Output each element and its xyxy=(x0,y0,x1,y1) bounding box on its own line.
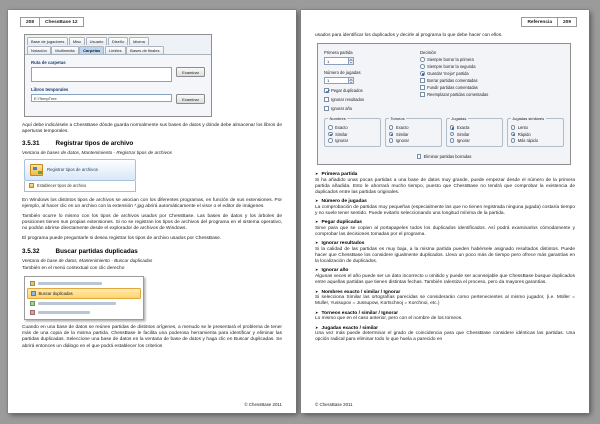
radio-icon xyxy=(328,132,333,137)
folders-path-field[interactable] xyxy=(31,67,172,82)
radio-torneos-similar[interactable]: Similar xyxy=(389,132,438,137)
radio-icon xyxy=(389,138,394,143)
spinner-arrows-icon[interactable] xyxy=(348,78,353,84)
first-game-value: 1 xyxy=(327,58,330,64)
bullet-arrow-icon: ➤ xyxy=(315,171,319,177)
checkbox-fundir-comentadas[interactable]: Fundir partidas comentadas xyxy=(420,85,564,90)
context-menu-screenshot xyxy=(24,276,144,320)
bullet-jugadas: ➤ Jugadas exacto / similar Una vez más puede determinar el grado de coincidencia para que ChessBase considere idénticas las partidas. Una opción radical para eliminar todo lo que huela a parecido en xyxy=(315,324,575,343)
radio-icon xyxy=(450,125,455,130)
file-types-icon xyxy=(30,164,43,176)
tab-notacion[interactable]: Notación xyxy=(27,46,51,54)
decision-label: Decisión xyxy=(420,50,437,56)
first-game-spinner[interactable] xyxy=(324,57,354,65)
tab-misc[interactable]: Misc xyxy=(69,37,85,45)
bullet-primera-partida: ➤ Primera partida Si ha añadido unas pocas partidas a una base de datos muy grande, puede empezar desde el número de la primera partida añadida. Esto le ahorrará mucho tiempo, puesto que ChessBase no tendrá que comprobar la existencia de duplicados entre las partidas originales. xyxy=(315,171,575,195)
radio-icon xyxy=(389,125,394,130)
radio-nombres-exacto[interactable]: Exacto xyxy=(328,125,377,130)
checkbox-icon xyxy=(420,92,425,97)
radio-torneos-ignorar[interactable]: Ignorar xyxy=(389,138,438,143)
radio-similares-rapido[interactable]: Rápido xyxy=(511,132,560,137)
page-header-left xyxy=(8,10,296,27)
menu-item-text-placeholder xyxy=(38,302,116,305)
spinner-arrows-icon[interactable] xyxy=(348,58,353,64)
bullet-arrow-icon: ➤ xyxy=(315,288,319,294)
checkbox-eliminar-borradas[interactable]: Eliminar partidas borradas xyxy=(417,154,472,159)
tab-idioma[interactable]: Idioma xyxy=(129,37,149,45)
menu-item-icon xyxy=(30,281,35,286)
section-number: 3.5.31 xyxy=(22,140,40,148)
paragraph-duplicates-intro: Cuando en una base de datos se reúnen partidas de distintos orígenes, a menudo se le presentará el problema de tener más de una copia de la misma partida. ChessBase le facilita una poderosa herramienta para identificar y eliminar las partidas duplicadas. Seleccione una base de datos en la ventana de base de datos y haga clic en Buscar duplicadas. Se abrirá entonces un diálogo en el que podrá establecer los criterios xyxy=(22,325,282,349)
radio-nombres-similar[interactable]: Similar xyxy=(328,132,377,137)
duplicates-icon xyxy=(31,291,36,296)
bullet-pegar-duplicadas: ➤ Pegar duplicadas Sirve para que se copien al portapapeles todos los duplicados identificados. Así podrá examinarlos cómodamente y comprobar las decisiones tomadas por el programa. xyxy=(315,219,575,237)
checkbox-icon xyxy=(324,97,329,102)
menu-item[interactable] xyxy=(27,308,141,317)
group-nombres: Nombres Exacto Similar Ignorar xyxy=(324,118,381,147)
checkbox-icon xyxy=(324,106,329,111)
menu-item-buscar-duplicadas[interactable] xyxy=(27,288,141,299)
tab-limites[interactable]: Límites xyxy=(105,46,126,54)
bullet-ignorar-ano: ➤ Ignorar año Algunas veces el año puede ser un dato incorrecto u omitido y puede ser aconsejable que ChessBase busque duplicados entre aquellas partidas que tienen distintas fechas. También ralentiza el proceso, pero da mayores garantías. xyxy=(315,267,575,285)
group-jugadas-similares: Jugadas similares Lento Rápido Más rápido xyxy=(507,118,564,147)
register-filetypes-button[interactable] xyxy=(24,159,136,181)
radio-icon xyxy=(450,132,455,137)
options-dialog-screenshot xyxy=(24,34,212,117)
set-filetypes-label: Establecer tipos de archivo xyxy=(37,183,87,189)
radio-borrar-segunda[interactable]: Siempre borrar la segunda xyxy=(420,64,564,69)
paragraph-folders-intro: Aquí debe indicársele a ChessBase dónde guarda normalmente sus bases de datos y dónde debe almacenar los libros de aperturas temporales. xyxy=(22,123,282,135)
paragraph-intro: usados para identificar los duplicados y decirle al programa lo que debe hacer con ellos. xyxy=(315,33,503,38)
browse-books-button[interactable]: Examinar xyxy=(176,94,205,104)
bullet-arrow-icon: ➤ xyxy=(315,324,319,330)
section-number: 3.5.32 xyxy=(22,247,40,255)
radio-torneos-exacto[interactable]: Exacto xyxy=(389,125,438,130)
page-number: 209 xyxy=(558,17,577,27)
checkbox-reemplazar-comentadas[interactable]: Reemplazar partidas comentadas xyxy=(420,92,564,97)
paragraph-chessbase-filetypes: También ocurre lo mismo con los tipos de archivos usados por ChessBase. Las bases de datos y los árboles de posiciones tienen sus propias extensiones. Si no se registran los tipos de archivos del programa en el sistema operativo, no podrán abrirse directamente desde el explorador de archivos de Windows. xyxy=(22,214,282,232)
radio-similares-mas-rapido[interactable]: Más rápido xyxy=(511,138,560,143)
page-right xyxy=(301,10,589,413)
options-tabs-row2 xyxy=(25,45,211,54)
page-number: 208 xyxy=(20,17,40,27)
checkbox-ignorar-resultados[interactable]: Ignorar resultados xyxy=(324,97,410,102)
radio-guardar-mejor[interactable]: Guardar 'mejor' partida xyxy=(420,71,564,76)
find-duplicates-dialog-screenshot xyxy=(317,43,571,165)
radio-similares-lento[interactable]: Lento xyxy=(511,125,560,130)
menu-item-icon xyxy=(30,310,35,315)
folders-group-label: Ruta de carpetas xyxy=(31,60,66,65)
options-tabs-row1 xyxy=(25,35,211,45)
temp-books-group-label: Libros temporales xyxy=(31,87,69,92)
page-header-right xyxy=(301,10,589,27)
tab-diseno[interactable]: Diseño xyxy=(108,37,128,45)
section-heading-find-duplicates xyxy=(22,248,282,255)
file-icon xyxy=(29,183,34,188)
radio-borrar-primera[interactable]: Siempre borrar la primera xyxy=(420,57,564,62)
header-title: Referencia xyxy=(521,17,558,27)
radio-jugadas-similar[interactable]: Similar xyxy=(450,132,499,137)
temp-books-path-field[interactable]: E:\TempTree xyxy=(31,94,172,102)
menu-item-label: Buscar duplicadas xyxy=(38,291,73,297)
register-filetypes-screenshot xyxy=(24,159,136,192)
checkbox-icon xyxy=(324,88,329,93)
section-breadcrumb: Ventana de bases de datos, Mantenimiento - Registrar tipos de archivos xyxy=(22,150,172,156)
bullet-arrow-icon: ➤ xyxy=(315,240,319,246)
radio-icon xyxy=(389,132,394,137)
bullet-ignorar-resultados: ➤ Ignorar resultados Si la calidad de las partidas es muy baja, a la misma partida pueden habérsele asignado resultados distintos. Puede hacer que ChessBase los considere igualmente duplicados. Lleva un poco más de tiempo pero ofrece más garantías en la localización de duplicados. xyxy=(315,240,575,264)
checkbox-icon xyxy=(420,85,425,90)
checkbox-ignorar-ano[interactable]: Ignorar año xyxy=(324,106,410,111)
menu-item[interactable] xyxy=(27,279,141,288)
checkbox-borrar-comentadas[interactable]: Borrar partidas comentadas xyxy=(420,78,564,83)
radio-icon xyxy=(511,132,516,137)
bullet-arrow-icon: ➤ xyxy=(315,219,319,225)
browse-folders-button[interactable]: Examinar xyxy=(176,67,205,77)
radio-icon xyxy=(450,138,455,143)
bullet-numero-jugadas: ➤ Número de jugadas La comprobación de partidas muy pequeñas (especialmente las que no tienen registrada ninguna jugada) costaría tiempo y no suele tener sentido. Puede evitarlo seleccionando una longitud mínima de la partida. xyxy=(315,198,575,216)
section-breadcrumb: Ventana de base de datos, Mantenimiento - Buscar duplicadas xyxy=(22,257,153,263)
page-footer: © ChessBase 2011 xyxy=(244,402,282,407)
menu-item-text-placeholder xyxy=(38,282,102,285)
bullet-nombres: ➤ Nombres exacto / similar / Ignorar Si selecciona Similar las ortografías parecidas se considerarán como pertenecientes al mismo jugador, (i.e. Müller = Muller, Yussupov = Jussupow, Kortschnoj = Korchnoi, etc.) xyxy=(315,288,575,307)
tab-carpetas[interactable]: Carpetas xyxy=(79,46,104,54)
checkbox-icon xyxy=(420,78,425,83)
checkbox-icon xyxy=(417,154,422,159)
set-filetypes-menu-item[interactable] xyxy=(24,181,136,192)
paragraph-register-prompt: El programa puede preguntarle si desea registrar los tipos de archivo usados por ChessBase. xyxy=(22,236,222,242)
bullet-arrow-icon: ➤ xyxy=(315,198,319,204)
options-dialog-body xyxy=(25,54,211,116)
tab-bases-de-finales[interactable]: Bases de finales xyxy=(126,46,163,54)
bullet-arrow-icon: ➤ xyxy=(315,309,319,315)
tab-multimedia[interactable]: Multimedia xyxy=(51,46,78,54)
page-left xyxy=(8,10,296,413)
moves-spinner[interactable] xyxy=(324,77,354,85)
section-title: Registrar tipos de archivo xyxy=(55,140,134,148)
radio-icon xyxy=(420,57,425,62)
radio-icon xyxy=(511,138,516,143)
menu-item[interactable] xyxy=(27,299,141,308)
moves-value: 1 xyxy=(327,78,330,84)
paragraph-context-menu-note: También en el menú contextual con clic derecho xyxy=(22,266,125,271)
radio-jugadas-exacta[interactable]: Exacta xyxy=(450,125,499,130)
paragraph-windows-filetypes: En Windows los distintos tipos de archivos se asocian con los diferentes programas, en función de sus extensiones. Por ejemplo, al hacer clic en un archivo con la extensión *.jpg abrirá automáticamente el visor o el editor de imágenes. xyxy=(22,197,282,209)
radio-jugadas-ignorar[interactable]: Ignorar xyxy=(450,138,499,143)
menu-item-icon xyxy=(30,301,35,306)
group-torneos: Torneos Exacto Similar Ignorar xyxy=(385,118,442,147)
radio-icon xyxy=(420,71,425,76)
section-title: Buscar partidas duplicadas xyxy=(55,247,138,255)
radio-nombres-ignorar[interactable]: Ignorar xyxy=(328,138,377,143)
section-heading-register-filetypes xyxy=(22,140,282,147)
radio-icon xyxy=(328,138,333,143)
register-filetypes-label: Registrar tipos de archivos xyxy=(47,167,98,173)
page-footer: © ChessBase 2011 xyxy=(315,402,353,407)
checkbox-pegar-duplicados[interactable]: Pegar duplicados xyxy=(324,88,410,93)
tab-usuario[interactable]: Usuario xyxy=(86,37,108,45)
bullet-torneos: ➤ Torneos exacto / similar / Ignorar Lo mismo que en el caso anterior, pero con el nombre de los torneos. xyxy=(315,309,463,322)
menu-item-text-placeholder xyxy=(38,311,90,314)
bullet-arrow-icon: ➤ xyxy=(315,267,319,273)
first-game-label: Primera partida xyxy=(324,50,353,56)
header-title: ChessBase 12 xyxy=(40,17,84,27)
radio-icon xyxy=(328,125,333,130)
group-jugadas: Jugadas Exacta Similar Ignorar xyxy=(446,118,503,147)
moves-label: Número de jugadas xyxy=(324,69,361,75)
tab-base-de-jugadores[interactable]: Base de jugadores xyxy=(27,37,68,45)
radio-icon xyxy=(420,64,425,69)
radio-icon xyxy=(511,125,516,130)
